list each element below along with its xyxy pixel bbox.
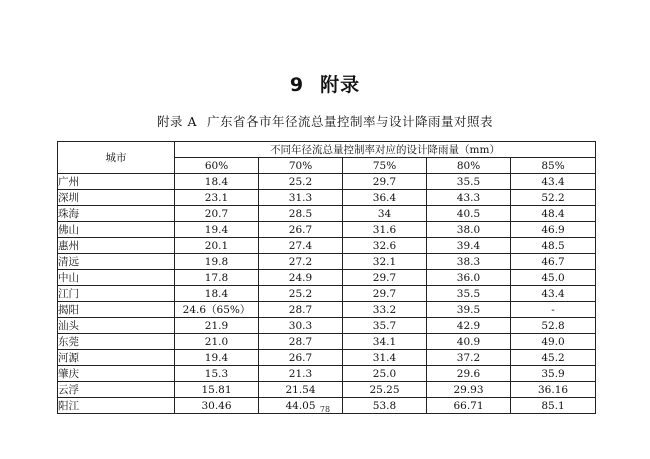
rainfall-value: 43.4 <box>511 174 596 190</box>
table-row <box>58 254 596 270</box>
rainfall-value: 29.7 <box>343 174 427 190</box>
rate-header: 85% <box>511 158 596 174</box>
rainfall-value: 35.9 <box>511 366 596 382</box>
table-caption <box>0 112 650 130</box>
table-row <box>58 206 596 222</box>
rainfall-value: 45.0 <box>511 270 596 286</box>
table-row <box>58 286 596 302</box>
city-name: 清远 <box>58 254 175 270</box>
rainfall-value: - <box>511 302 596 318</box>
rainfall-value: 40.9 <box>427 334 511 350</box>
page-number: 78 <box>319 405 331 414</box>
rainfall-value: 32.1 <box>343 254 427 270</box>
city-name: 中山 <box>58 270 175 286</box>
rate-group-header: 不同年径流总量控制率对应的设计降雨量（mm） <box>175 142 596 158</box>
rainfall-value: 31.3 <box>259 190 343 206</box>
rainfall-value: 40.5 <box>427 206 511 222</box>
rainfall-value: 46.9 <box>511 222 596 238</box>
rainfall-value: 45.2 <box>511 350 596 366</box>
rainfall-value: 18.4 <box>175 174 259 190</box>
rainfall-value: 21.3 <box>259 366 343 382</box>
table-row <box>58 174 596 190</box>
rainfall-value: 43.4 <box>511 286 596 302</box>
rainfall-value: 30.3 <box>259 318 343 334</box>
rate-header: 75% <box>343 158 427 174</box>
rainfall-value: 43.3 <box>427 190 511 206</box>
table-row <box>58 334 596 350</box>
rainfall-value: 34.1 <box>343 334 427 350</box>
city-name: 阳江 <box>58 398 175 414</box>
rainfall-value: 32.6 <box>343 238 427 254</box>
rainfall-value: 36.4 <box>343 190 427 206</box>
city-name: 东莞 <box>58 334 175 350</box>
rainfall-value: 29.93 <box>427 382 511 398</box>
rainfall-value: 29.7 <box>343 286 427 302</box>
rainfall-value: 85.1 <box>511 398 596 414</box>
caption-title: 广东省各市年径流总量控制率与设计降雨量对照表 <box>207 114 494 129</box>
city-name: 佛山 <box>58 222 175 238</box>
table-row <box>58 302 596 318</box>
table-row <box>58 270 596 286</box>
rainfall-value: 35.5 <box>427 286 511 302</box>
rainfall-value: 18.4 <box>175 286 259 302</box>
section-number: 9 <box>289 74 305 96</box>
rainfall-value: 30.46 <box>175 398 259 414</box>
rainfall-value: 35.7 <box>343 318 427 334</box>
rainfall-value: 33.2 <box>343 302 427 318</box>
rainfall-value: 46.7 <box>511 254 596 270</box>
rainfall-value: 29.7 <box>343 270 427 286</box>
rate-header: 60% <box>175 158 259 174</box>
rainfall-value: 21.9 <box>175 318 259 334</box>
city-name: 珠海 <box>58 206 175 222</box>
city-name: 汕头 <box>58 318 175 334</box>
city-name: 肇庆 <box>58 366 175 382</box>
table-row <box>58 318 596 334</box>
table-row <box>58 190 596 206</box>
rainfall-value: 24.6（65%） <box>175 302 259 318</box>
rainfall-value: 17.8 <box>175 270 259 286</box>
rainfall-value: 52.2 <box>511 190 596 206</box>
rainfall-value: 20.1 <box>175 238 259 254</box>
city-name: 揭阳 <box>58 302 175 318</box>
rainfall-value: 25.0 <box>343 366 427 382</box>
rainfall-value: 44.05 <box>259 398 343 414</box>
rainfall-value: 37.2 <box>427 350 511 366</box>
rate-header: 80% <box>427 158 511 174</box>
rainfall-value: 15.81 <box>175 382 259 398</box>
rainfall-value: 28.7 <box>259 334 343 350</box>
rate-header: 70% <box>259 158 343 174</box>
rainfall-value: 25.2 <box>259 286 343 302</box>
rainfall-value: 15.3 <box>175 366 259 382</box>
rainfall-value: 53.8 <box>343 398 427 414</box>
table-row <box>58 222 596 238</box>
section-heading <box>0 70 650 97</box>
section-title: 附录 <box>320 74 361 96</box>
city-name: 广州 <box>58 174 175 190</box>
rainfall-value: 26.7 <box>259 222 343 238</box>
rainfall-value: 27.2 <box>259 254 343 270</box>
rainfall-value: 21.54 <box>259 382 343 398</box>
rainfall-value: 31.4 <box>343 350 427 366</box>
rainfall-value: 66.71 <box>427 398 511 414</box>
caption-label: 附录 A <box>156 114 197 129</box>
city-name: 河源 <box>58 350 175 366</box>
rainfall-value: 25.25 <box>343 382 427 398</box>
rainfall-value: 19.4 <box>175 222 259 238</box>
rainfall-value: 36.0 <box>427 270 511 286</box>
rainfall-value: 23.1 <box>175 190 259 206</box>
table-header-row <box>58 142 596 158</box>
city-name: 惠州 <box>58 238 175 254</box>
rainfall-value: 39.4 <box>427 238 511 254</box>
rainfall-value: 19.8 <box>175 254 259 270</box>
rainfall-value: 39.5 <box>427 302 511 318</box>
rainfall-value: 34 <box>343 206 427 222</box>
rainfall-value: 25.2 <box>259 174 343 190</box>
rainfall-value: 20.7 <box>175 206 259 222</box>
rainfall-value: 38.3 <box>427 254 511 270</box>
rainfall-value: 35.5 <box>427 174 511 190</box>
rainfall-value: 48.4 <box>511 206 596 222</box>
rainfall-table <box>57 141 596 414</box>
rainfall-value: 29.6 <box>427 366 511 382</box>
table-row <box>58 238 596 254</box>
city-name: 云浮 <box>58 382 175 398</box>
rainfall-value: 52.8 <box>511 318 596 334</box>
rainfall-value: 28.5 <box>259 206 343 222</box>
city-name: 江门 <box>58 286 175 302</box>
rainfall-value: 42.9 <box>427 318 511 334</box>
table-row <box>58 366 596 382</box>
rainfall-value: 38.0 <box>427 222 511 238</box>
rainfall-value: 28.7 <box>259 302 343 318</box>
rainfall-value: 26.7 <box>259 350 343 366</box>
rainfall-value: 24.9 <box>259 270 343 286</box>
city-column-header: 城市 <box>58 142 175 174</box>
rainfall-value: 48.5 <box>511 238 596 254</box>
rainfall-value: 36.16 <box>511 382 596 398</box>
rainfall-value: 21.0 <box>175 334 259 350</box>
table-row <box>58 350 596 366</box>
city-name: 深圳 <box>58 190 175 206</box>
rainfall-value: 31.6 <box>343 222 427 238</box>
rainfall-value: 19.4 <box>175 350 259 366</box>
table-row <box>58 382 596 398</box>
rainfall-value: 27.4 <box>259 238 343 254</box>
rainfall-value: 49.0 <box>511 334 596 350</box>
